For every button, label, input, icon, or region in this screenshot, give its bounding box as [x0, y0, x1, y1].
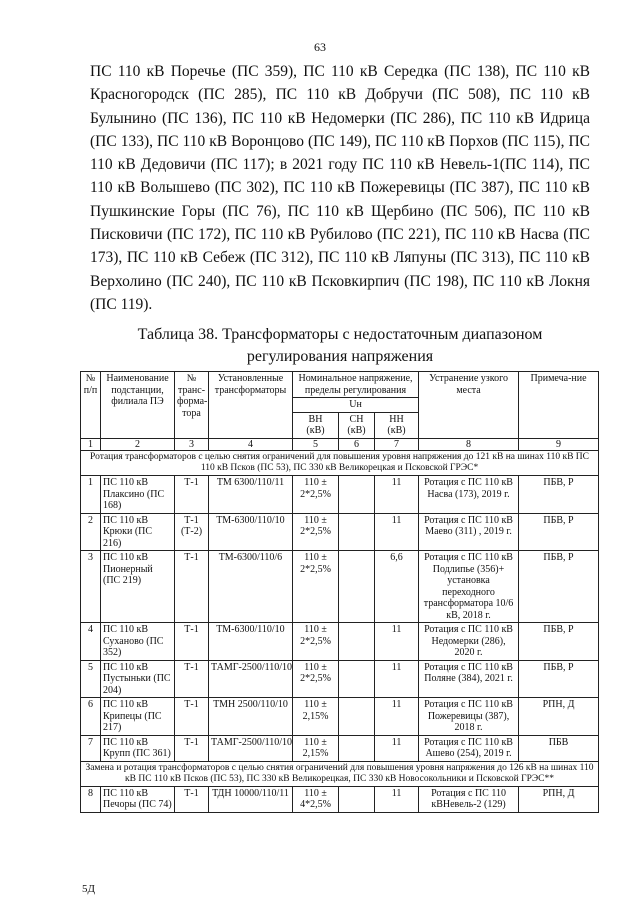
installed-transformer: ТАМГ-2500/110/10 — [209, 735, 293, 761]
installed-transformer: ТАМГ-2500/110/10 — [209, 660, 293, 698]
substation-name: ПС 110 кВ Крупп (ПС 361) — [101, 735, 175, 761]
note-text: ПБВ, Р — [519, 551, 599, 623]
header-nn — [375, 412, 419, 438]
transformer-no: Т-1 — [175, 476, 209, 514]
note-text: РПН, Д — [519, 786, 599, 812]
voltage-nn: 11 — [375, 786, 419, 812]
column-number: 3 — [175, 438, 209, 451]
intro-paragraph: ПС 110 кВ Поречье (ПС 359), ПС 110 кВ Середка (ПС 138), ПС 110 кВ Красногородск (ПС 285), ПС 110 кВ Добручи (ПС 508), ПС 110 кВ Булынино (ПС 136), ПС 110 кВ Недомерки (ПС 286), ПС 110 кВ Идрица (ПС 133), ПС 110 кВ Воронцово (ПС 149), ПС 110 кВ Порхов (ПС 115), ПС 110 кВ Дедовичи (ПС 117); в 2021 году ПС 110 кВ Невель-1(ПС 114), ПС 110 кВ Волышево (ПС 302), ПС 110 кВ Пожеревицы (ПС 387), ПС 110 кВ Пушкинские Горы (ПС 76), ПС 110 кВ Щербино (ПС 506), ПС 110 кВ Писковичи (ПС 172), ПС 110 кВ Рубилово (ПС 221), ПС 110 кВ Насва (ПС 173), ПС 110 кВ Себеж (ПС 312), ПС 110 кВ Ляпуны (ПС 313), ПС 110 кВ Верхолино (ПС 240), ПС 110 кВ Псковкирпич (ПС 198), ПС 110 кВ Локня (ПС 119). — [90, 63, 590, 313]
substation-name: ПС 110 кВ Пионерный (ПС 219) — [101, 551, 175, 623]
table-row — [81, 476, 599, 514]
column-number: 7 — [375, 438, 419, 451]
header-nominal — [293, 372, 419, 398]
column-number: 8 — [419, 438, 519, 451]
substation-name: ПС 110 кВ Плаксино (ПС 168) — [101, 476, 175, 514]
substation-name: ПС 110 кВ Крипецы (ПС 217) — [101, 698, 175, 736]
table-row — [81, 786, 599, 812]
header-remedy: Устранение узкого места — [419, 372, 519, 439]
voltage-sn — [339, 513, 375, 551]
voltage-nn: 11 — [375, 623, 419, 661]
voltage-sn — [339, 551, 375, 623]
row-number: 7 — [81, 735, 101, 761]
section-row — [81, 451, 599, 476]
remedy-text: Ротация с ПС 110 кВНевель-2 (129) — [419, 786, 519, 812]
header-sn-label: СН — [349, 413, 364, 425]
column-number: 2 — [101, 438, 175, 451]
row-number: 5 — [81, 660, 101, 698]
installed-transformer: ТДН 10000/110/11 — [209, 786, 293, 812]
page-number: 63 — [314, 40, 326, 54]
header-installed: Установленные трансформаторы — [209, 372, 293, 439]
note-text: ПБВ, Р — [519, 476, 599, 514]
voltage-nn: 11 — [375, 698, 419, 736]
header-nn-label: НН — [389, 413, 404, 425]
voltage-vn: 110 ± 2*2,5% — [293, 623, 339, 661]
voltage-nn: 6,6 — [375, 551, 419, 623]
note-text: РПН, Д — [519, 698, 599, 736]
note-text: ПБВ, Р — [519, 513, 599, 551]
row-number: 4 — [81, 623, 101, 661]
row-number: 2 — [81, 513, 101, 551]
header-nominal-label: Номинальное напряжение, пределы регулирования — [298, 373, 413, 396]
note-text: ПБВ, Р — [519, 660, 599, 698]
voltage-sn — [339, 698, 375, 736]
transformer-no: Т-1 — [175, 735, 209, 761]
table-caption — [80, 324, 600, 368]
row-number: 3 — [81, 551, 101, 623]
column-number: 9 — [519, 438, 599, 451]
row-number: 8 — [81, 786, 101, 812]
transformers-table — [80, 371, 599, 813]
header-substation: Наименование подстанции, филиала ПЭ — [101, 372, 175, 439]
transformer-no: Т-1 (Т-2) — [175, 513, 209, 551]
voltage-vn: 110 ± 2*2,5% — [293, 660, 339, 698]
transformer-no: Т-1 — [175, 660, 209, 698]
header-sn — [339, 412, 375, 438]
substation-name: ПС 110 кВ Суханово (ПС 352) — [101, 623, 175, 661]
table-row — [81, 698, 599, 736]
header-note: Примеча-ние — [519, 372, 599, 439]
voltage-vn: 110 ± 2*2,5% — [293, 513, 339, 551]
substation-name: ПС 110 кВ Крюки (ПС 216) — [101, 513, 175, 551]
column-number-row — [81, 438, 599, 451]
remedy-text: Ротация с ПС 110 кВ Поляне (384), 2021 г. — [419, 660, 519, 698]
table-body — [81, 451, 599, 813]
voltage-nn: 11 — [375, 513, 419, 551]
installed-transformer: ТМ 6300/110/11 — [209, 476, 293, 514]
header-nn-unit: (кВ) — [387, 425, 406, 436]
table-caption-line1: Таблица 38. Трансформаторы с недостаточным диапазоном — [137, 326, 543, 343]
note-text: ПБВ — [519, 735, 599, 761]
substation-name: ПС 110 кВ Печоры (ПС 74) — [101, 786, 175, 812]
remedy-text: Ротация с ПС 110 кВ Ашево (254), 2019 г. — [419, 735, 519, 761]
column-number: 1 — [81, 438, 101, 451]
section-row — [81, 761, 599, 786]
voltage-vn: 110 ± 2,15% — [293, 698, 339, 736]
column-number: 4 — [209, 438, 293, 451]
header-vn — [293, 412, 339, 438]
voltage-nn: 11 — [375, 476, 419, 514]
footer-mark: 5Д — [82, 883, 96, 895]
voltage-vn: 110 ± 4*2,5% — [293, 786, 339, 812]
installed-transformer: ТМ-6300/110/6 — [209, 551, 293, 623]
remedy-text: Ротация с ПС 110 кВ Маево (311) , 2019 г. — [419, 513, 519, 551]
remedy-text: Ротация с ПС 110 кВ Пожеревицы (387), 2018 г. — [419, 698, 519, 736]
voltage-nn: 11 — [375, 660, 419, 698]
transformer-no: Т-1 — [175, 698, 209, 736]
row-number: 1 — [81, 476, 101, 514]
remedy-text: Ротация с ПС 110 кВ Насва (173), 2019 г. — [419, 476, 519, 514]
voltage-nn: 11 — [375, 735, 419, 761]
remedy-text: Ротация с ПС 110 кВ Подлипье (356)+ установка переходного трансформатора 10/6 кВ, 2018 г. — [419, 551, 519, 623]
voltage-sn — [339, 660, 375, 698]
table-row — [81, 551, 599, 623]
voltage-vn: 110 ± 2*2,5% — [293, 551, 339, 623]
header-sn-unit: (кВ) — [347, 425, 366, 436]
header-vn-unit: (кВ) — [306, 425, 325, 436]
voltage-sn — [339, 735, 375, 761]
substation-name: ПС 110 кВ Пустыньки (ПС 204) — [101, 660, 175, 698]
voltage-sn — [339, 623, 375, 661]
column-number: 5 — [293, 438, 339, 451]
row-number: 6 — [81, 698, 101, 736]
transformer-no: Т-1 — [175, 786, 209, 812]
voltage-vn: 110 ± 2*2,5% — [293, 476, 339, 514]
voltage-sn — [339, 476, 375, 514]
section-title: Ротация трансформаторов с целью снятия ограничений для повышения уровня напряжения до 121 кВ на шинах 110 кВ ПС 110 кВ Псков (ПС 53), ПС 330 кВ Великорецкая и Псковской ГРЭС* — [81, 451, 599, 476]
table-row — [81, 513, 599, 551]
header-transformer-no: № транс-форма-тора — [175, 372, 209, 439]
voltage-vn: 110 ± 2,15% — [293, 735, 339, 761]
header-vn-label: ВН — [308, 413, 323, 425]
installed-transformer: ТМ-6300/110/10 — [209, 513, 293, 551]
table-row — [81, 623, 599, 661]
table-caption-line2: регулирования напряжения — [246, 348, 434, 365]
installed-transformer: ТМН 2500/110/10 — [209, 698, 293, 736]
header-num: № п/п — [81, 372, 101, 439]
column-number: 6 — [339, 438, 375, 451]
note-text: ПБВ, Р — [519, 623, 599, 661]
installed-transformer: ТМ-6300/110/10 — [209, 623, 293, 661]
header-un: Uн — [293, 398, 419, 413]
transformer-no: Т-1 — [175, 551, 209, 623]
remedy-text: Ротация с ПС 110 кВ Недомерки (286), 2020 г. — [419, 623, 519, 661]
table-row — [81, 660, 599, 698]
table-row — [81, 735, 599, 761]
section-title: Замена и ротация трансформаторов с целью снятия ограничений для повышения уровня напряжения до 126 кВ на шинах 110 кВ ПС 110 кВ Псков (ПС 53), ПС 330 кВ Великорецкая, ПС 330 кВ Новосокольники и Псковской ГРЭС** — [81, 761, 599, 786]
voltage-sn — [339, 786, 375, 812]
transformer-no: Т-1 — [175, 623, 209, 661]
